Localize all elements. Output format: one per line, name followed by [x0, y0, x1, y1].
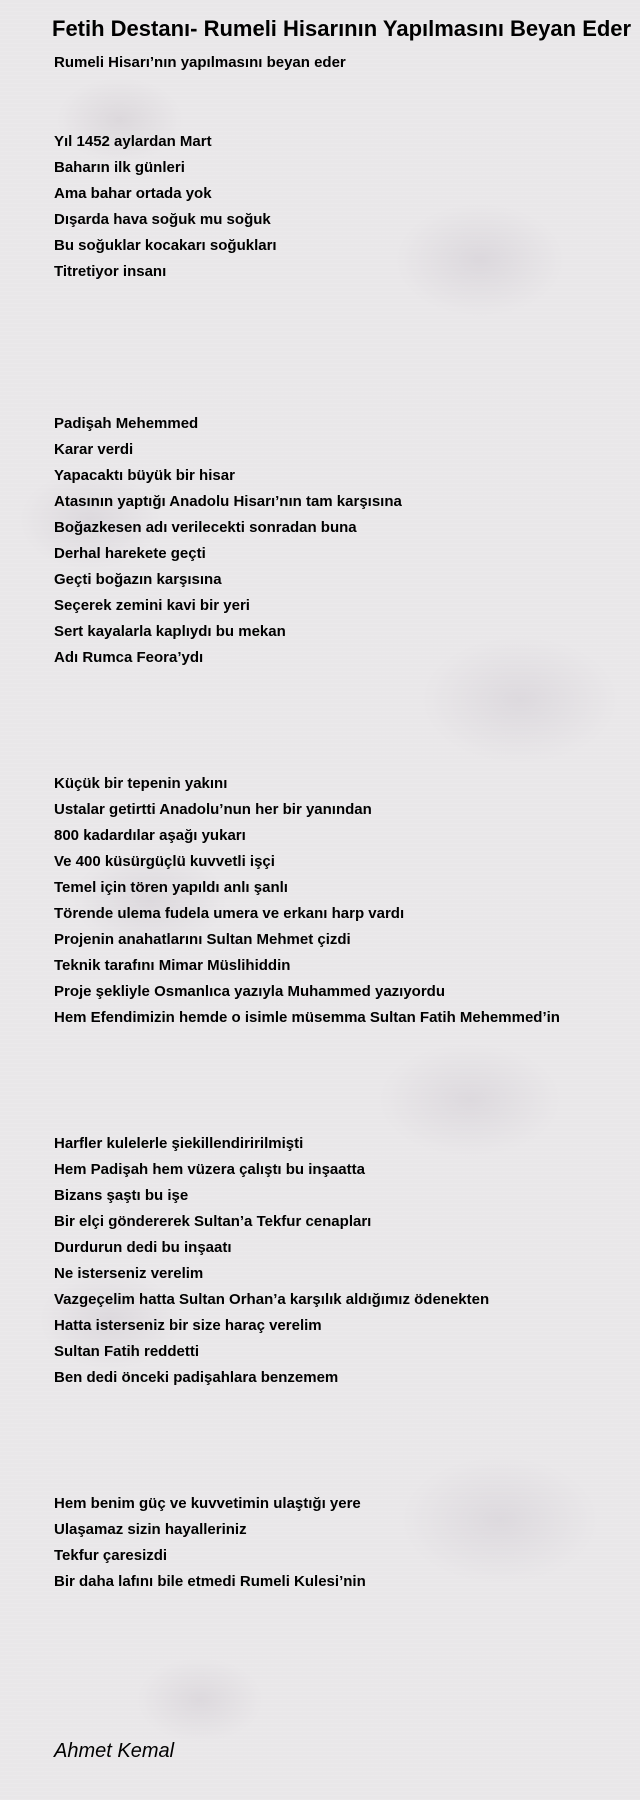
poem-line: 800 kadardılar aşağı yukarı: [54, 827, 246, 844]
poem-line: Yıl 1452 aylardan Mart: [54, 133, 212, 150]
poem-line: Sultan Fatih reddetti: [54, 1343, 200, 1360]
poem-line: Derhal harekete geçti: [54, 545, 206, 562]
poem-line: Ben dedi önceki padişahlara benzemem: [54, 1369, 339, 1386]
poem-author: Ahmet Kemal: [54, 1740, 175, 1762]
poem-line: Seçerek zemini kavi bir yeri: [54, 597, 250, 614]
poem-line: Geçti boğazın karşısına: [54, 571, 222, 588]
poem-line: Bir daha lafını bile etmedi Rumeli Kulesi’nin: [54, 1573, 366, 1590]
poem-line: Proje şekliyle Osmanlıca yazıyla Muhammed yazıyordu: [54, 983, 446, 1000]
poem-line: Ustalar getirtti Anadolu’nun her bir yanından: [54, 801, 372, 818]
poem-line: Baharın ilk günleri: [54, 159, 185, 176]
poem-line: Titretiyor insanı: [54, 263, 167, 280]
poem-line: Hatta isterseniz bir size haraç verelim: [54, 1317, 322, 1334]
poem-line: Harfler kulelerle şiekillendiririlmişti: [54, 1135, 304, 1152]
stanza-1: [54, 129, 277, 285]
poem-line: Karar verdi: [54, 441, 134, 458]
poem-line: Adı Rumca Feora’ydı: [54, 649, 204, 666]
poem-line: Hem Efendimizin hemde o isimle müsemma Sultan Fatih Mehemmed’in: [54, 1009, 560, 1026]
poem-subtitle: Rumeli Hisarı’nın yapılmasını beyan eder: [54, 54, 346, 71]
poem-line: Boğazkesen adı verilecekti sonradan buna: [54, 519, 357, 536]
poem-line: Küçük bir tepenin yakını: [54, 775, 228, 792]
poem-line: Temel için tören yapıldı anlı şanlı: [54, 879, 288, 896]
poem-line: Ne isterseniz verelim: [54, 1265, 204, 1282]
poem-line: Ulaşamaz sizin hayalleriniz: [54, 1521, 247, 1538]
poem-line: Bizans şaştı bu işe: [54, 1187, 189, 1204]
poem-line: Hem Padişah hem vüzera çalıştı bu inşaatta: [54, 1161, 365, 1178]
poem-line: Durdurun dedi bu inşaatı: [54, 1239, 232, 1256]
poem-line: Bu soğuklar kocakarı soğukları: [54, 237, 277, 254]
stanza-4: [54, 1131, 489, 1391]
poem-line: Projenin anahatlarını Sultan Mehmet çizdi: [54, 931, 351, 948]
stanza-3: [54, 771, 560, 1031]
poem-line: Bir elçi göndererek Sultan’a Tekfur cenapları: [54, 1213, 372, 1230]
poem-line: Sert kayalarla kaplıydı bu mekan: [54, 623, 286, 640]
poem-line: Hem benim güç ve kuvvetimin ulaştığı yere: [54, 1495, 361, 1512]
poem-line: Vazgeçelim hatta Sultan Orhan’a karşılık aldığımız ödenekten: [54, 1291, 490, 1308]
stanza-5: [54, 1491, 366, 1595]
poem-line: Törende ulema fudela umera ve erkanı harp vardı: [54, 905, 405, 922]
poem-line: Padişah Mehemmed: [54, 415, 199, 432]
poem-line: Atasının yaptığı Anadolu Hisarı’nın tam karşısına: [54, 493, 402, 510]
poem-line: Tekfur çaresizdi: [54, 1547, 168, 1564]
poem-line: Teknik tarafını Mimar Müslihiddin: [54, 957, 291, 974]
poem-line: Dışarda hava soğuk mu soğuk: [54, 211, 271, 228]
poem-title: Fetih Destanı- Rumeli Hisarının Yapılmasını Beyan Eder: [52, 16, 632, 41]
poem-line: Ve 400 küsürgüçlü kuvvetli işçi: [54, 853, 275, 870]
stanza-2: [54, 411, 402, 671]
poem-line: Yapacaktı büyük bir hisar: [54, 467, 235, 484]
poem-line: Ama bahar ortada yok: [54, 185, 212, 202]
